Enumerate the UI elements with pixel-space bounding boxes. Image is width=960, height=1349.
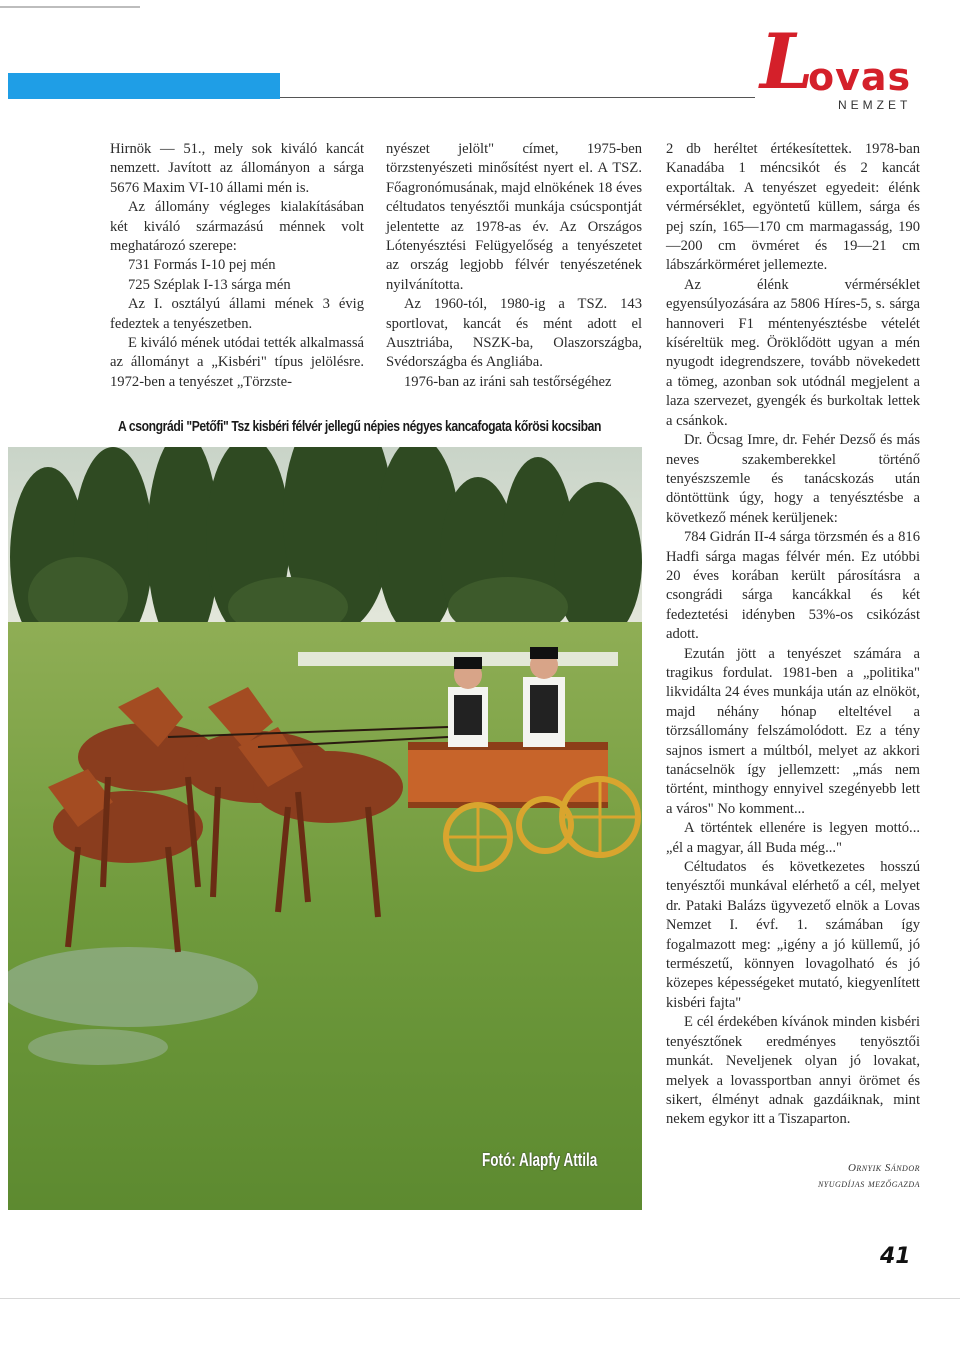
horse-carriage-photo (8, 447, 642, 1210)
paragraph: Céltudatos és következetes hosszú tenyésztői munkával elérhető a cél, melyet dr. Pataki Balázs ügyvezető elnök a Lovas Nemzet I. évf. 1. számában így fogalmazott meg: „igény a jó küllemű, jó természetű, könnyen lovagolható és jó közepes képességeket mutató, kiegyenlített kisbéri fajta" (666, 859, 920, 1011)
paragraph: Az 1960-tól, 1980-ig a TSZ. 143 sportlovat, kancát és mént adott el Ausztriába, NSZK-ba, Olaszországba, Svédországba és Angliába. (386, 296, 642, 371)
logo-script-letter: L (760, 17, 814, 106)
paragraph: E kiváló mének utódai tették alkalmassá az állományt a „Kisbéri" típus jelölésre. 1972-ben a tenyészet „Törzste- (110, 335, 364, 390)
page-number: 41 (880, 1244, 911, 1269)
paragraph: E cél érdekében kívánok minden kisbéri tenyésztőnek eredményes tenyösztői munkát. Neveljenek olyan jó lovakat, melyek a lovassportban annyi örömet és sikert, élményt adnak gazdáiknak, mint nekem egykor itt a Tiszaparton. (666, 1014, 920, 1128)
header-blue-bar (8, 73, 280, 99)
paragraph: 725 Széplak I-13 sárga mén (128, 276, 291, 293)
paragraph: 731 Formás I-10 pej mén (128, 257, 276, 274)
text-column-1 (110, 140, 364, 392)
paragraph: Dr. Öcsag Imre, dr. Fehér Dezső és más neves szakemberekkel történő tenyészszemle és tanácskozás után döntöttünk úgy, hogy a tenyésztésbe a következő mének kerüljenek: (666, 432, 920, 526)
author-signature (760, 1160, 920, 1192)
text-column-2 (386, 140, 642, 392)
paragraph: 1976-ban az iráni sah testőrségéhez (404, 373, 612, 390)
paragraph: nyészet jelölt" címet, 1975-ben törzstenyészeti minősítést nyert el. A TSZ. Főagronómusának, majd elnökének 18 éves céltudatos tenyésztői munkája csúcspontját jelentette az 1978-as év. Az Országos Lótenyésztési Felügyelőség a tenyészetet az ország legjobb félvér tenyészetének nyilvánította. (386, 141, 642, 293)
author-title: nyugdíjas mezőgazda (817, 1178, 920, 1190)
logo-subtitle: NEMZET (838, 98, 912, 112)
top-rule (0, 6, 140, 8)
logo-word: ovas (808, 55, 912, 99)
header-line (280, 97, 755, 98)
photo-illustration (8, 447, 642, 1210)
paragraph: Az I. osztályú állami mének 3 évig fedeztek a tenyészetben. (110, 296, 364, 332)
paragraph: Hirnök — 51., mely sok kiváló kancát nemzett. Javított az állományon a sárga 5676 Maxim VI-10 állami mén is. (110, 141, 364, 196)
author-name: Ornyik Sándor (847, 1162, 920, 1174)
photo-caption: A csongrádi "Petőfi" Tsz kisbéri félvér jellegű népies négyes kancafogata kőrösi kocsiban (118, 418, 602, 435)
lovas-nemzet-logo (760, 17, 940, 120)
paragraph: 2 db heréltet értékesítettek. 1978-ban Kanadába 1 méncsikót és 2 kancát exportáltak. A tenyészet egyedeit: élénk vérmérséklet, egyöntetű küllem, sárga és pej szín, 165—170 cm marmagasság, 190—200 cm övméret és 19—21 cm lábszárkörméret jellemezte. (666, 141, 920, 274)
paragraph: Az állomány végleges kialakításában két kiváló származású ménnek volt meghatározó szerepe: (110, 199, 364, 255)
paragraph: Az élénk vérmérséklet egyensúlyozására az 5806 Híres-5, s. sárga hannoveri F1 méntenyésztésbe vételét kíséreltük meg. Öröklődött ugyan a mén nyugodt idegrendszere, tovább növekedett a tömeg, azonban sok utódnál megjelent a laza szervezet, gyengék és burkoltak lettek a csánkok. (666, 276, 920, 429)
photo-credit: Fotó: Alapfy Attila (482, 1150, 598, 1170)
paragraph: Ezután jött a tenyészet számára a tragikus fordulat. 1981-ben a „politika" likvidálta 24 éves munkája után az elnököt, majd néhány hónap elteltével a törzsállomány felszámolódott. Ez a tény sajnos ismert a múltból, melyet az akkori tanácselnök így jellemzett: „más nem történt, minthogy ennyivel szegényebb lett a város" No komment... (666, 645, 920, 817)
paragraph: A történtek ellenére is legyen mottó... „él a magyar, áll Buda még..." (666, 820, 920, 856)
paragraph: 784 Gidrán II-4 sárga törzsmén és a 816 Hadfi sárga magas félvér mén. Ez utóbbi 20 éves korában került párosításra a csongrádi sárga kancákkal és két fedeztetési idényben 53%-os csikózást adott. (666, 529, 920, 643)
text-column-3 (666, 140, 920, 1130)
bottom-rule (0, 1298, 960, 1299)
